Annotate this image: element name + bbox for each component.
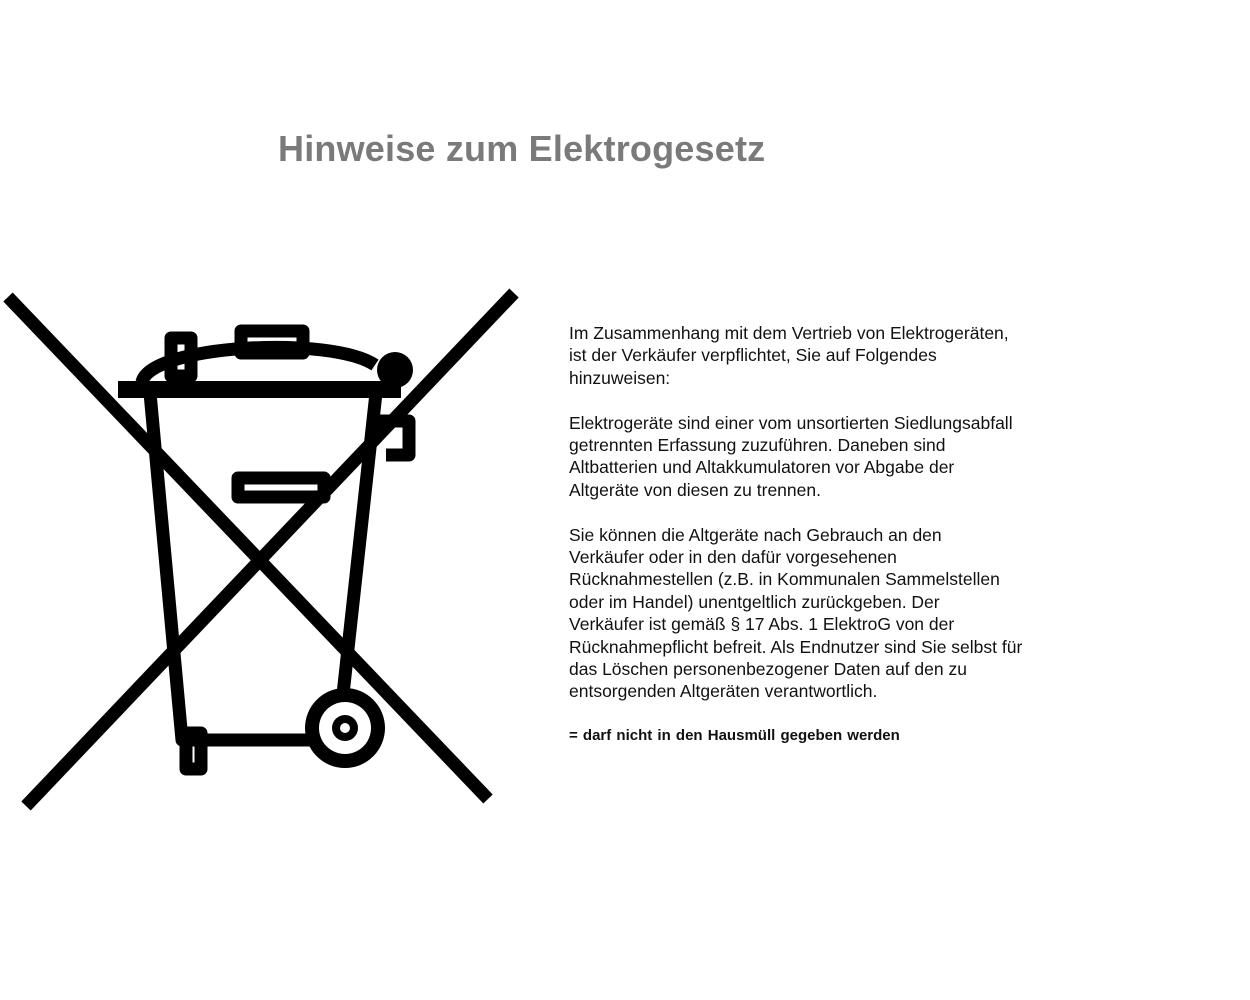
paragraph-return-info: Sie können die Altgeräte nach Gebrauch an den Verkäufer oder in den dafür vorgesehenen Rücknahmestellen (z.B. in Kommunalen Sammelstellen oder im Handel) unentgeltlich zurückgeben. Der Verkäufer ist gemäß § 17 Abs. 1 ElektroG von der Rücknahmepflicht befreit. Als Endnutzer sind Sie selbst für das Löschen personenbezogener Daten auf den zu entsorgenden Altgeräten verantwortlich. [569, 524, 1023, 702]
text-column [569, 322, 1109, 748]
bin-lid [118, 381, 401, 398]
wheel-icon [305, 688, 385, 768]
crossed-out-wheelie-bin-icon [0, 285, 525, 815]
bin-hinge-knob [377, 352, 413, 388]
cross-out-lines [8, 293, 514, 806]
page-title: Hinweise zum Elektrogesetz [278, 128, 766, 169]
symbol-meaning-note: = darf nicht in den Hausmüll gegeben werden [569, 727, 900, 745]
paragraph-separate-collection: Elektrogeräte sind einer vom unsortierten Siedlungsabfall getrennten Erfassung zuzuführen. Daneben sind Altbatterien und Altakkumulatoren vor Abgabe der Altgeräte von diesen zu trennen. [569, 412, 1013, 500]
paragraph-intro: Im Zusammenhang mit dem Vertrieb von Elektrogeräten, ist der Verkäufer verpflichtet, Sie auf Folgendes hinzuweisen: [569, 323, 1009, 388]
